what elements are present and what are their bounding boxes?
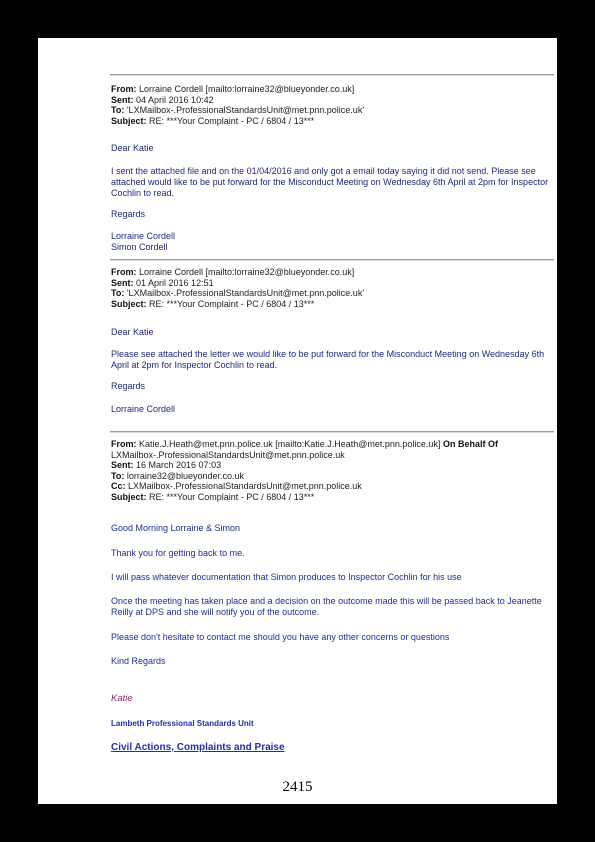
to-line: To: 'LXMailbox-.ProfessionalStandardsUnit@met.pnn.police.uk' <box>111 105 365 116</box>
email-paragraph: I will pass whatever documentation that Simon produces to Inspector Cochlin for his use <box>111 572 462 582</box>
header-separator <box>110 259 554 261</box>
signer-name: Lorraine Cordell <box>111 404 176 414</box>
email-paragraph: Thank you for getting back to me. <box>111 548 245 558</box>
regards: Regards <box>111 381 146 391</box>
sent-line: Sent: 01 April 2016 12:51 <box>111 277 214 288</box>
email-paragraph: Please don't hesitate to contact me should you have any other concerns or questions <box>111 632 450 642</box>
from-line: From: Lorraine Cordell [mailto:lorraine32@blueyonder.co.uk] <box>111 267 355 277</box>
email-body: I sent the attached file and on the 01/04/2016 and only got a email today saying it did not send. Please see attached would like to be put forward for the Misconduct Meeting on Wednesday 6th April at 2pm for Inspector Cochlin to read. <box>111 166 549 198</box>
subject-line: Subject: RE: ***Your Complaint - PC / 6804 / 13*** <box>111 491 315 502</box>
subject-line: Subject: RE: ***Your Complaint - PC / 6804 / 13*** <box>111 115 315 126</box>
header-separator <box>110 74 554 76</box>
from-line: From: Lorraine Cordell [mailto:lorraine32@blueyonder.co.uk] <box>111 84 355 94</box>
signer-name: Simon Cordell <box>111 242 168 252</box>
regards: Regards <box>111 209 146 219</box>
greeting: Good Morning Lorraine & Simon <box>111 523 241 533</box>
header-separator <box>110 431 554 433</box>
email-header <box>111 84 555 126</box>
on-behalf-line: LXMailbox-.ProfessionalStandardsUnit@met.pnn.police.uk <box>111 449 345 460</box>
to-line: To: 'LXMailbox-.ProfessionalStandardsUnit@met.pnn.police.uk' <box>111 288 365 299</box>
subject-line: Subject: RE: ***Your Complaint - PC / 6804 / 13*** <box>111 298 315 309</box>
greeting: Dear Katie <box>111 327 154 337</box>
document-page <box>38 38 557 804</box>
to-line: To: lorraine32@blueyonder.co.uk <box>111 470 245 481</box>
sent-line: Sent: 04 April 2016 10:42 <box>111 94 214 105</box>
signature-link[interactable]: Civil Actions, Complaints and Praise <box>111 742 285 753</box>
greeting: Dear Katie <box>111 143 154 153</box>
closing: Kind Regards <box>111 656 166 666</box>
email-body: Please see attached the letter we would like to be put forward for the Misconduct Meeting on Wednesday 6th April at 2pm for Inspector Cochlin to read. <box>111 349 545 370</box>
sent-line: Sent: 16 March 2016 07:03 <box>111 460 222 471</box>
email-header <box>111 439 555 503</box>
signature-unit: Lambeth Professional Standards Unit <box>111 719 254 728</box>
from-line: From: Katie.J.Heath@met.pnn.police.uk [mailto:Katie.J.Heath@met.pnn.police.uk] On Behalf Of <box>111 439 498 449</box>
signature-name: Katie <box>111 693 133 704</box>
page-number: 2415 <box>282 779 313 795</box>
cc-line: Cc: LXMailbox-.ProfessionalStandardsUnit@met.pnn.police.uk <box>111 481 362 492</box>
email-header <box>111 267 555 309</box>
signer-name: Lorraine Cordell <box>111 231 176 241</box>
email-paragraph: Once the meeting has taken place and a decision on the outcome made this will be passed back to Jeanette Reilly at DPS and she will notify you of the outcome. <box>111 596 542 617</box>
